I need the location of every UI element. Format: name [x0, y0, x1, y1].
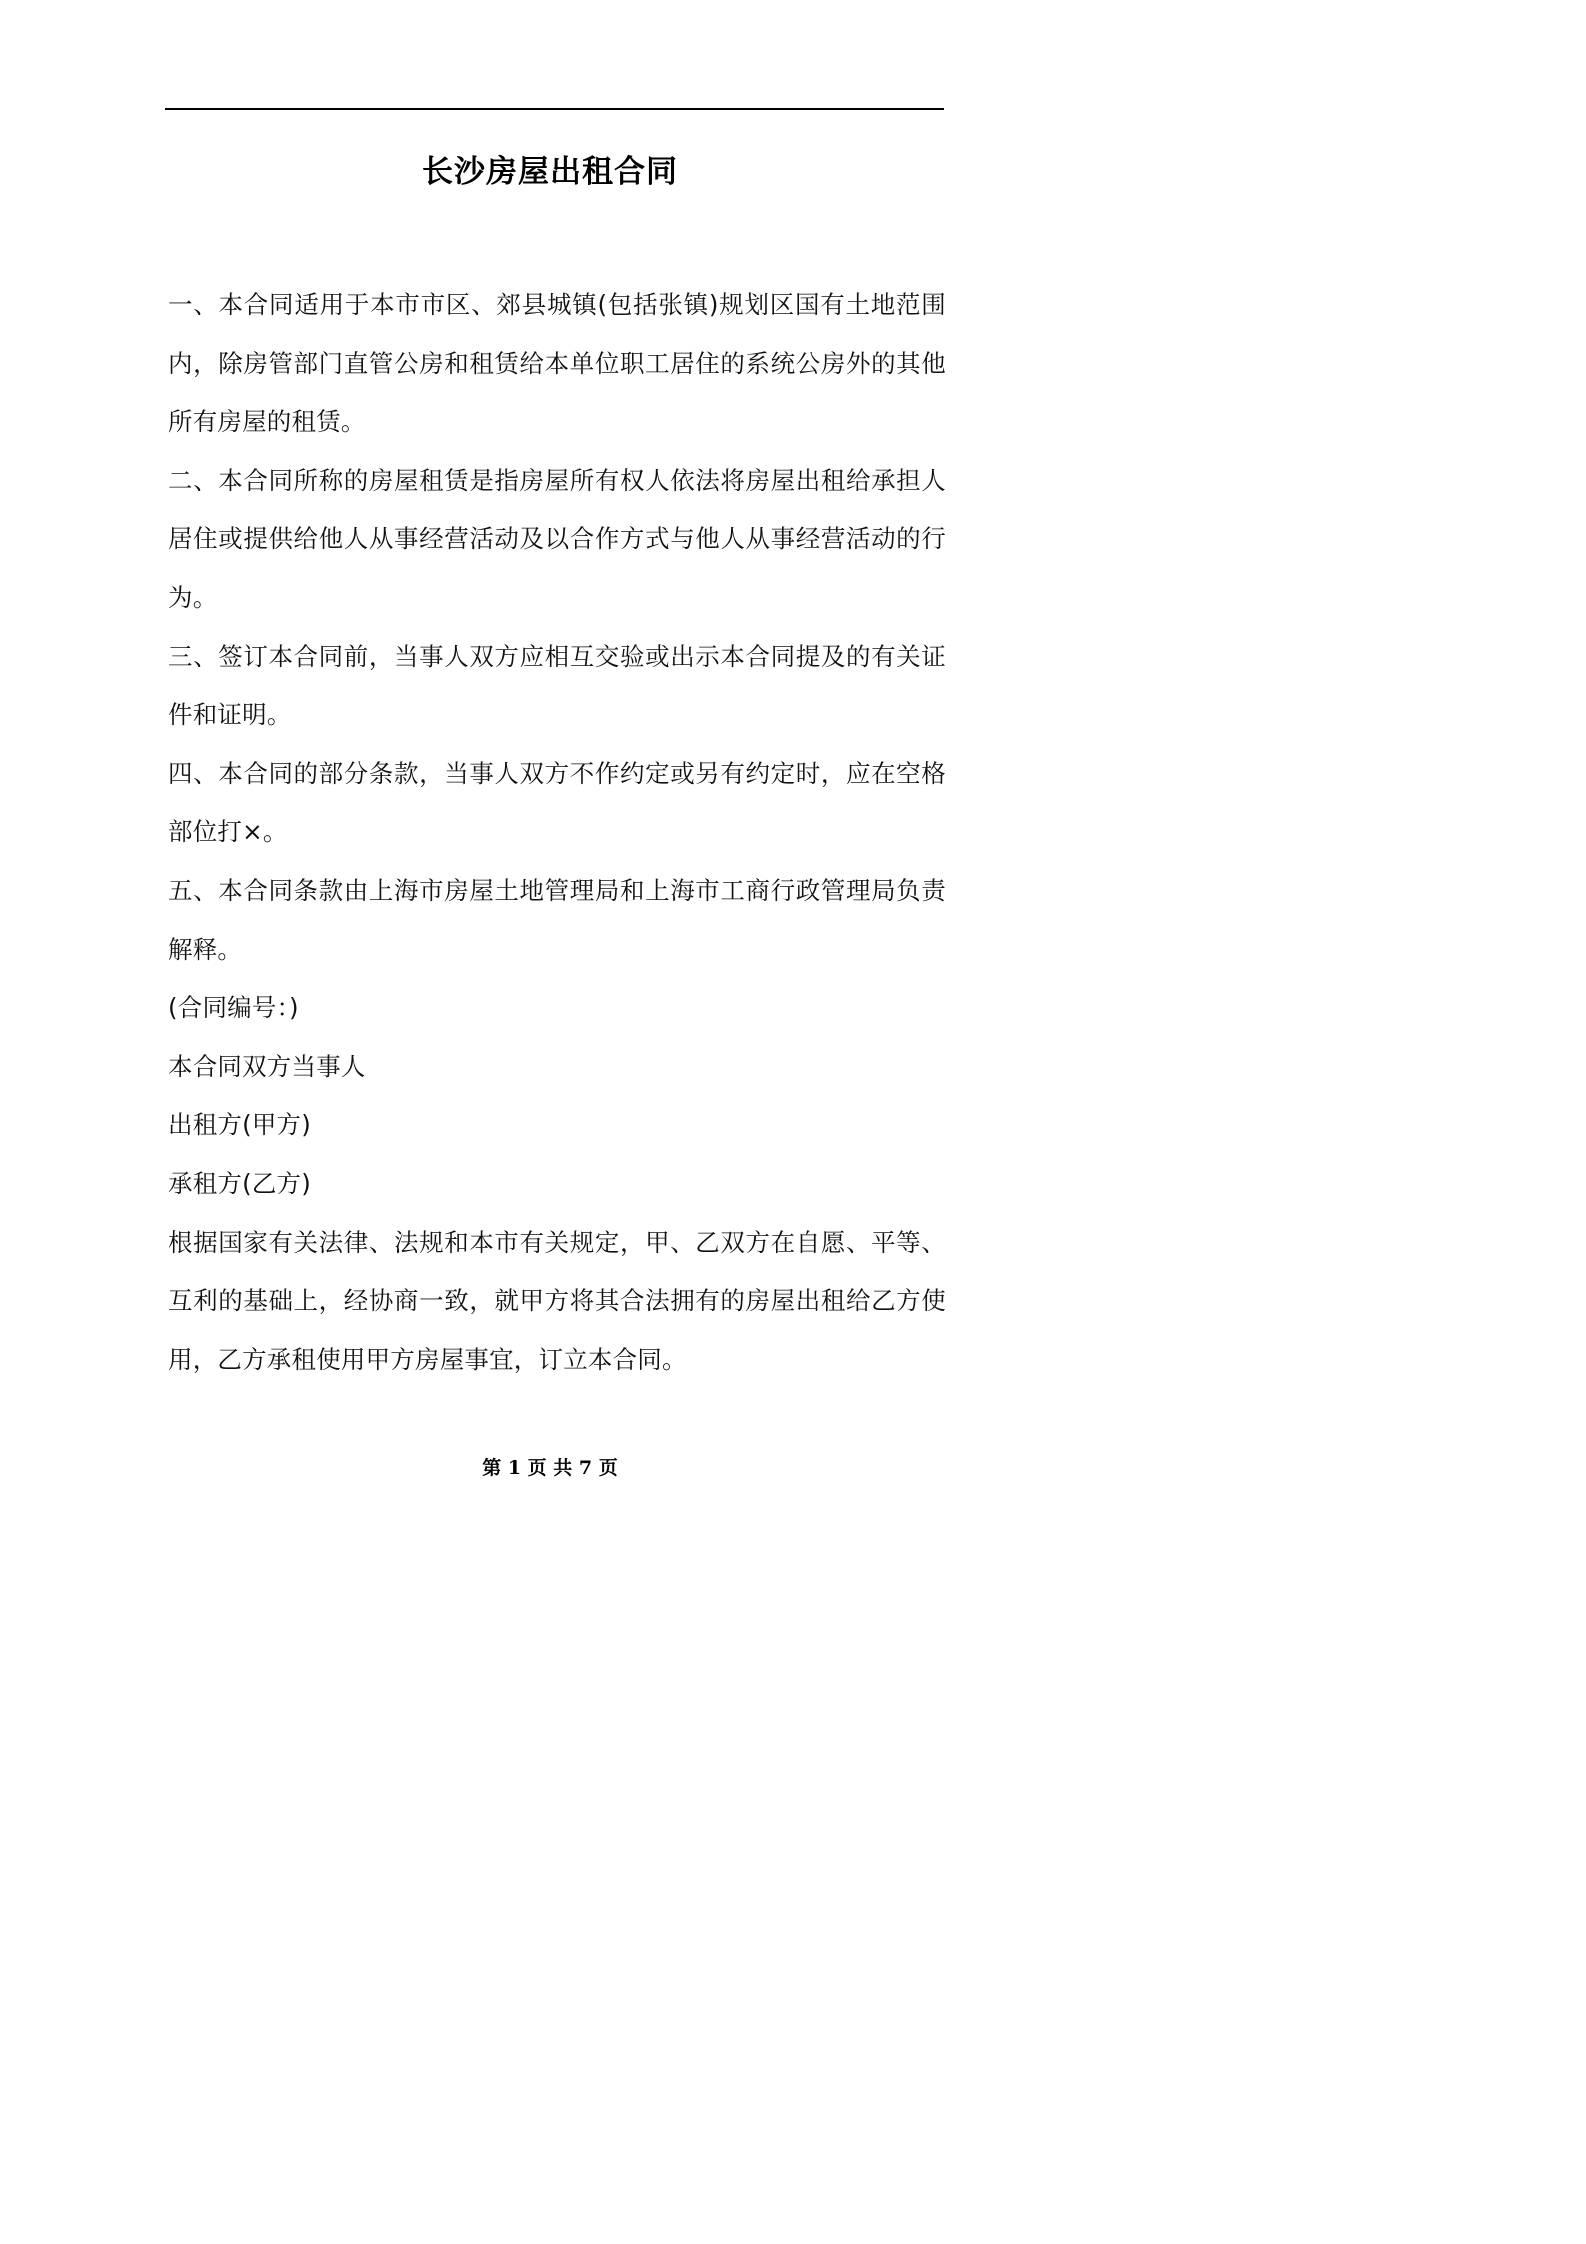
clause-2: 二、本合同所称的房屋租赁是指房屋所有权人依法将房屋出租给承担人居住或提供给他人从事经营活动及以合作方式与他人从事经营活动的行为。: [168, 465, 946, 612]
document-title: 长沙房屋出租合同: [422, 154, 678, 190]
parties-heading: 本合同双方当事人: [168, 1051, 366, 1081]
page-number: 第 1 页 共 7 页: [482, 1457, 618, 1479]
clause-1: 一、本合同适用于本市市区、郊县城镇(包括张镇)规划区国有土地范围内，除房管部门直管公房和租赁给本单位职工居住的系统公房外的其他所有房屋的租赁。: [168, 290, 946, 437]
clause-4: 四、本合同的部分条款，当事人双方不作约定或另有约定时，应在空格部位打×。: [168, 758, 946, 847]
preamble-paragraph: 根据国家有关法律、法规和本市有关规定，甲、乙双方在自愿、平等、互利的基础上，经协商一致，就甲方将其合法拥有的房屋出租给乙方使用，乙方承租使用甲方房屋事宜，订立本合同。: [168, 1227, 946, 1374]
contract-number: (合同编号：): [168, 993, 299, 1023]
lessor-party: 出租方(甲方): [168, 1110, 312, 1140]
clause-5: 五、本合同条款由上海市房屋土地管理局和上海市工商行政管理局负责解释。: [168, 875, 946, 964]
document-body: [168, 276, 946, 1389]
header-rule: [165, 108, 944, 110]
lessee-party: 承租方(乙方): [168, 1168, 312, 1198]
clause-3: 三、签订本合同前，当事人双方应相互交验或出示本合同提及的有关证件和证明。: [168, 641, 946, 730]
